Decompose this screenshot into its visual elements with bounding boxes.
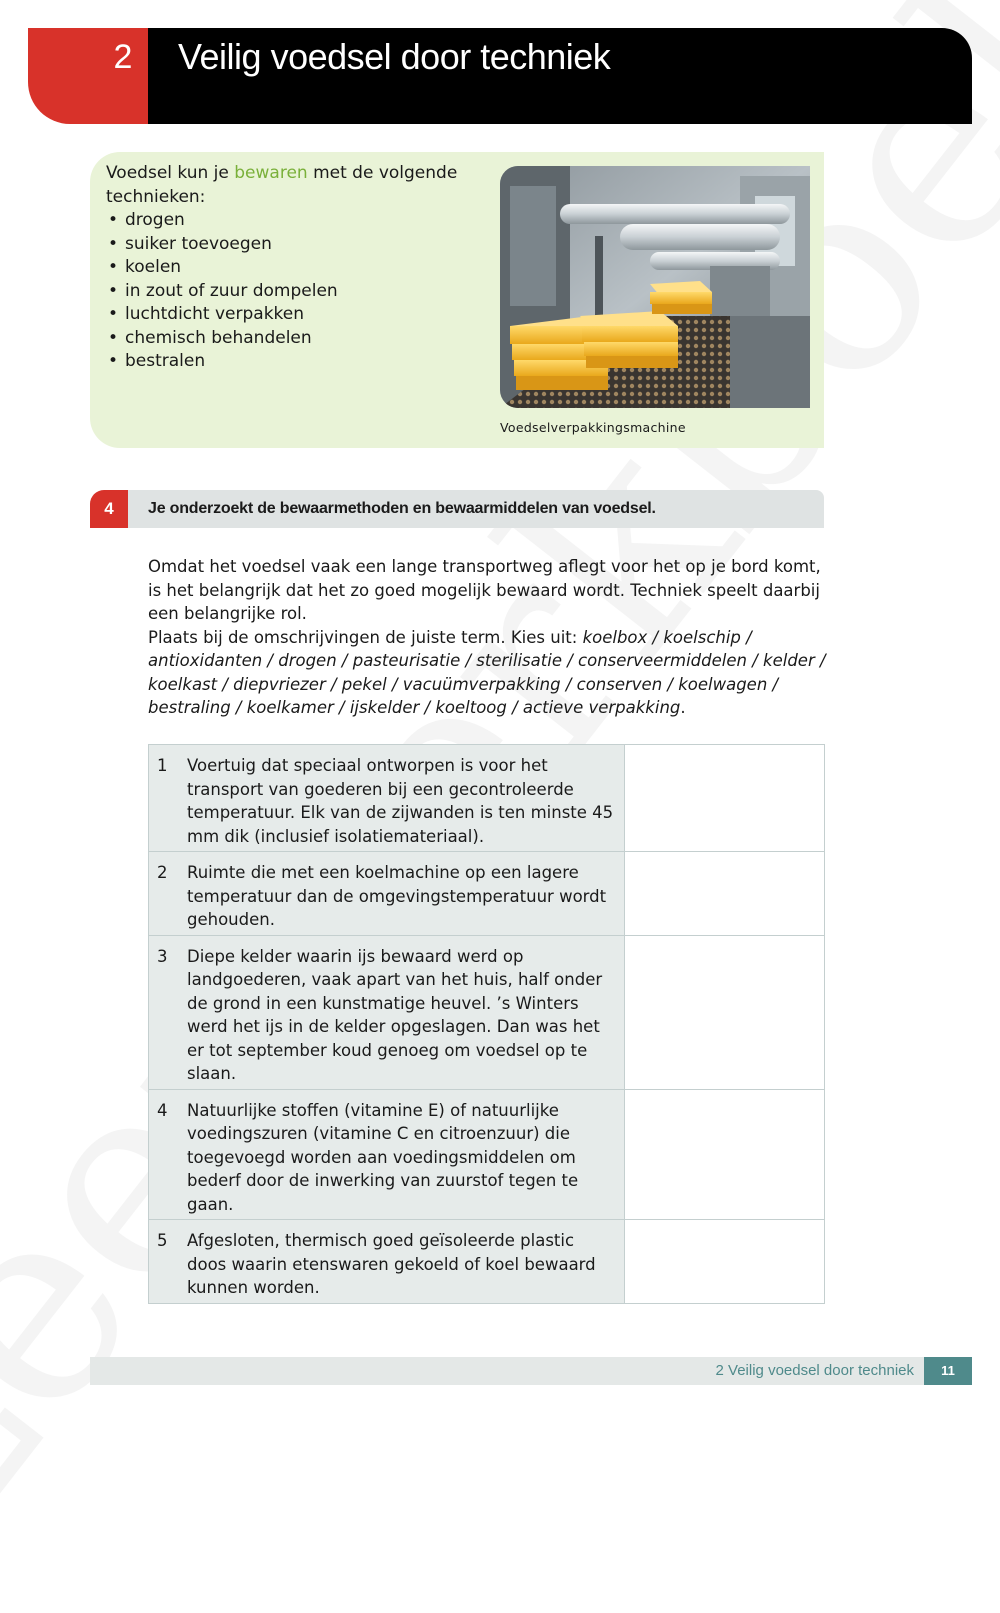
assignment-heading [90, 490, 824, 528]
question-table [148, 744, 825, 1304]
list-item: • luchtdicht verpakken [106, 303, 486, 327]
chapter-number: 2 [113, 38, 133, 76]
photo-caption: Voedselverpakkingsmachine [500, 420, 686, 435]
page-footer [90, 1357, 972, 1385]
info-intro: Voedsel kun je bewaren met de volgende technieken: [106, 163, 458, 207]
list-item: • chemisch behandelen [106, 327, 486, 351]
question-cell [149, 745, 625, 852]
list-item: • bestralen [106, 350, 486, 374]
table-row [149, 745, 825, 852]
footer-chapter-ref: 2 Veilig voedsel door techniek [715, 1362, 914, 1379]
answer-field[interactable] [625, 1220, 825, 1304]
question-number: 1 [157, 756, 168, 775]
question-text: Ruimte die met een koelmachine op een lagere temperatuur dan de omgevingstemperatuur wordt gehouden. [187, 863, 607, 929]
question-text: Diepe kelder waarin ijs bewaard werd op landgoederen, vaak apart van het huis, half onder de grond in een kunstmatige heuvel. ’s Winters werd het ijs in de kelder opgeslagen. Dan was het er tot september koud genoeg om voedsel op te slaan. [187, 946, 603, 1083]
packaging-machine-photo [500, 166, 810, 408]
assignment-number: 4 [90, 490, 128, 528]
question-number: 4 [157, 1100, 168, 1120]
table-row [149, 852, 825, 936]
question-cell [149, 1220, 625, 1304]
table-row [149, 1089, 825, 1220]
question-cell [149, 935, 625, 1089]
answer-field[interactable] [625, 852, 825, 936]
question-cell [149, 852, 625, 936]
intro-paragraph: Omdat het voedsel vaak een lange transportweg aflegt voor het op je bord komt, is het belangrijk dat het zo goed mogelijk bewaard wordt. Techniek speelt daarbij een belangrijke rol. [148, 557, 821, 623]
term-choices: koelbox / koelschip / antioxidanten / drogen / pasteurisatie / sterilisatie / conserveermiddelen / kelder / koelkast / diepvriezer / pekel / vacuümverpakking / conserven / koelwagen / bestraling / koelkamer / ijskelder / koeltoog / actieve verpakking [148, 627, 826, 717]
assignment-intro [148, 555, 838, 720]
table-row [149, 935, 825, 1089]
assignment-title: Je onderzoekt de bewaarmethoden en bewaarmiddelen van voedsel. [148, 500, 656, 517]
list-item: • in zout of zuur dompelen [106, 280, 486, 304]
list-item: • suiker toevoegen [106, 233, 486, 257]
page-number: 11 [924, 1357, 972, 1385]
info-box [90, 152, 824, 448]
question-text: Afgesloten, thermisch goed geïsoleerde plastic doos waarin etenswaren gekoeld of koel bewaard kunnen worden. [187, 1231, 596, 1297]
answer-field[interactable] [625, 1089, 825, 1220]
chapter-header [28, 28, 972, 124]
answer-field[interactable] [625, 745, 825, 852]
table-row [149, 1220, 825, 1304]
instruction: Plaats bij de omschrijvingen de juiste term. Kies uit: koelbox / koelschip / antioxidanten / drogen / pasteurisatie / sterilisatie / conserveermiddelen / kelder / koelkast / diepvriezer / pekel / vacuümverpakking / conserven / koelwagen / bestraling / koelkamer / ijskelder / koeltoog / actieve verpakking. [148, 627, 826, 717]
question-cell [149, 1089, 625, 1220]
question-number: 5 [157, 1231, 168, 1250]
question-number: 3 [157, 946, 168, 966]
question-text: Natuurlijke stoffen (vitamine E) of natuurlijke voedingszuren (vitamine C en citroenzuur) die toegevoegd worden aan voedingsmiddelen om bederf door de inwerking van zuurstof tegen te gaan. [187, 1100, 579, 1214]
answer-field[interactable] [625, 935, 825, 1089]
technique-list [106, 209, 486, 374]
question-text: Voertuig dat speciaal ontworpen is voor het transport van goederen bij een gecontroleerde temperatuur. Elk van de zijwanden is ten minste 45 mm dik (inclusief isolatiemateriaal). [187, 756, 614, 846]
highlight-term: bewaren [234, 163, 308, 183]
list-item: • drogen [106, 209, 486, 233]
list-item: • koelen [106, 256, 486, 280]
info-text [106, 162, 486, 374]
question-number: 2 [157, 863, 168, 882]
chapter-title: Veilig voedsel door techniek [178, 36, 611, 77]
